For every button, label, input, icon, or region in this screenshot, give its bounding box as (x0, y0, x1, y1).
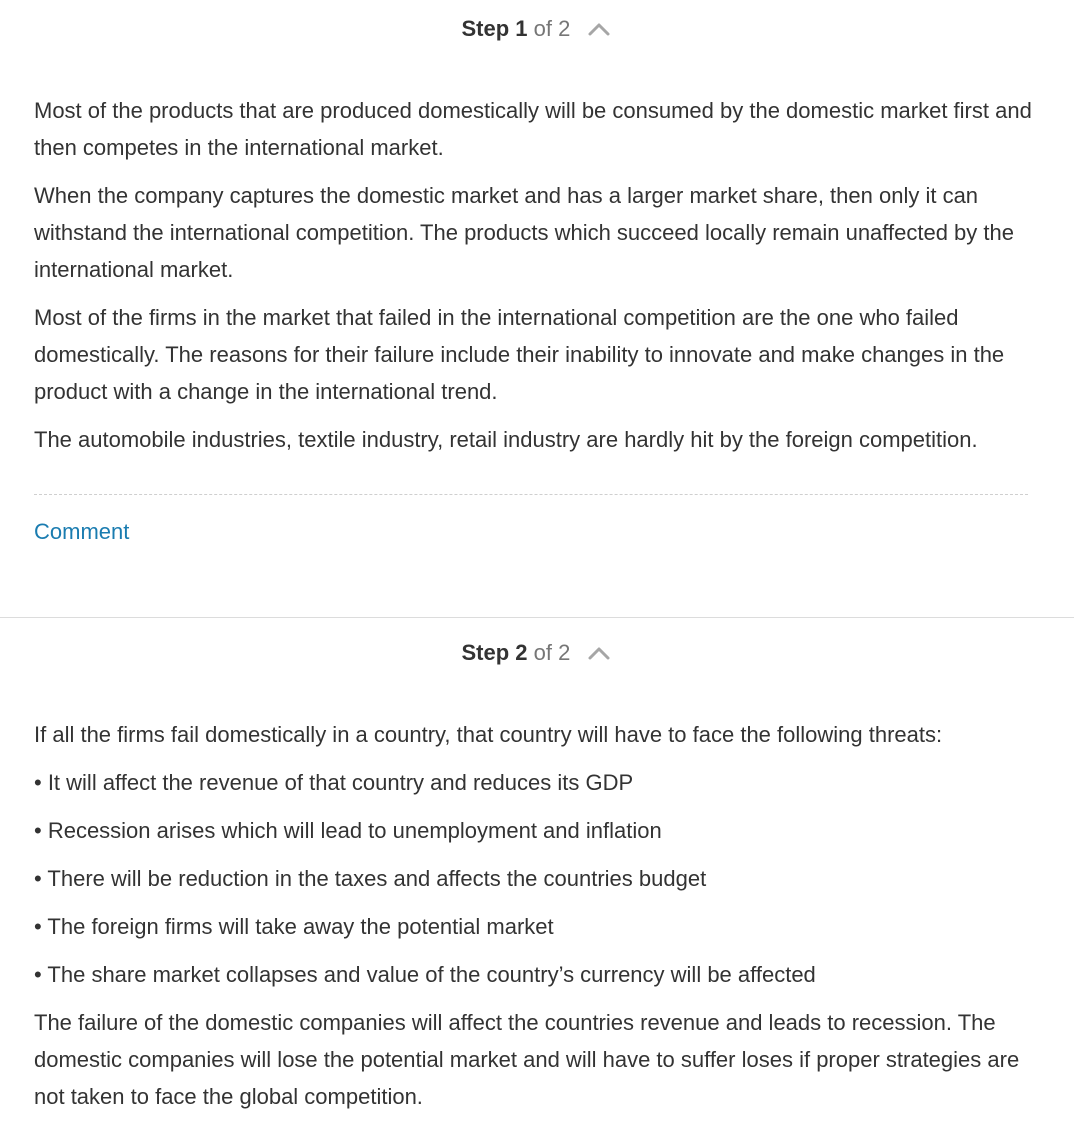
step-2-bullet: • The share market collapses and value of the country’s currency will be affected (34, 962, 816, 987)
step-1-paragraph: Most of the products that are produced domestically will be consumed by the domestic market first and then competes in the international market. (34, 98, 1032, 160)
step-2-bullet: • The foreign firms will take away the potential market (34, 914, 554, 939)
comment-link[interactable]: Comment (34, 519, 130, 544)
step-2-body (34, 716, 1034, 1126)
step-1-header (0, 14, 1074, 44)
step-1-of: of 2 (533, 16, 571, 41)
step-2-paragraph: The failure of the domestic companies will affect the countries revenue and leads to recession. The domestic companies will lose the potential market and will have to suffer loses if proper strategies are not taken to face the global competition. (34, 1010, 1020, 1109)
step-separator (0, 617, 1074, 618)
step-2-paragraph: If all the firms fail domestically in a country, that country will have to face the following threats: (34, 722, 943, 747)
chevron-up-icon[interactable] (586, 641, 612, 661)
step-2-header (0, 638, 1074, 668)
step-1-paragraph: The automobile industries, textile industry, retail industry are hardly hit by the foreign competition. (34, 427, 978, 452)
step-1-paragraph: Most of the firms in the market that failed in the international competition are the one who failed domestically. The reasons for their failure include their inability to innovate and make changes in the product with a change in the international trend. (34, 305, 1005, 404)
step-2-bullet: • There will be reduction in the taxes and affects the countries budget (34, 866, 707, 891)
step-1-paragraph: When the company captures the domestic market and has a larger market share, then only it can withstand the international competition. The products which succeed locally remain unaffected by the international market. (34, 183, 1014, 282)
step-2-label: Step 2 (461, 640, 528, 665)
step-1-divider (34, 494, 1028, 495)
step-2-bullet: • Recession arises which will lead to unemployment and inflation (34, 818, 662, 843)
step-2-of: of 2 (533, 640, 571, 665)
step-1-label: Step 1 (461, 16, 528, 41)
step-2-bullet: • It will affect the revenue of that country and reduces its GDP (34, 770, 634, 795)
step-1-body (34, 92, 1034, 469)
chevron-up-icon[interactable] (586, 17, 612, 37)
